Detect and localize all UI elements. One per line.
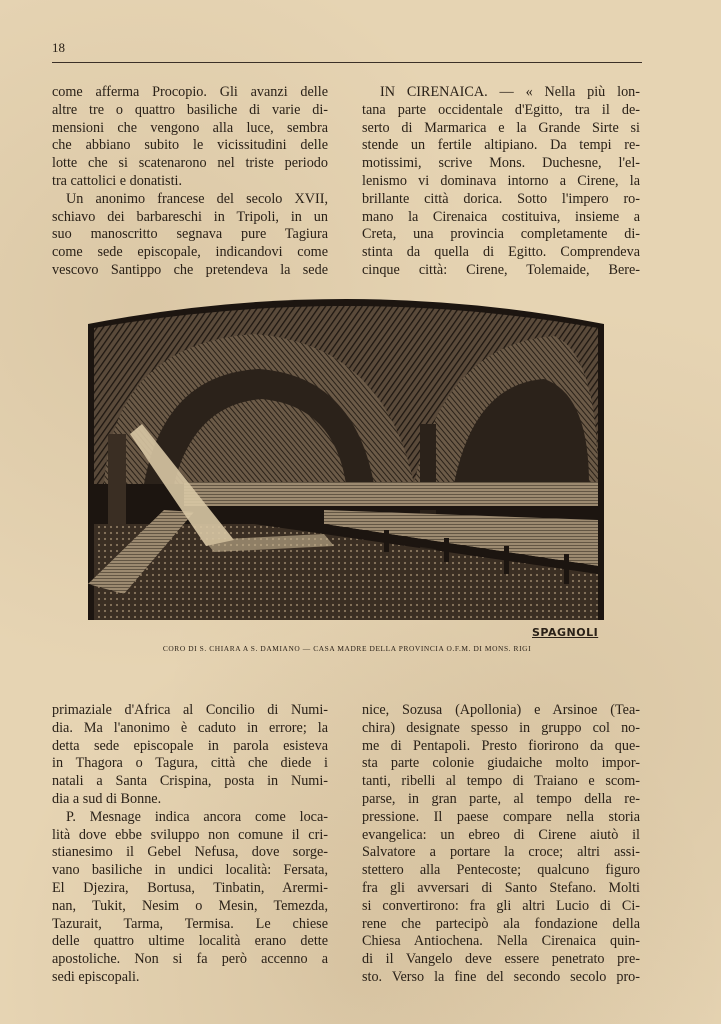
column-top-left [52, 84, 328, 280]
text-line: tra cattolici e donatisti. [52, 172, 183, 189]
text-line: schiavo dei barbareschi in Tripoli, in un [52, 208, 328, 225]
text-line: mensioni che vengono alla luce, sembra [52, 119, 328, 136]
text-line: me di Pentapoli. Presto fiorirono da que- [362, 737, 640, 754]
text-line: serto di Marmarica e la Grande Sirte si [362, 119, 640, 136]
text-line: pressione. Il paese compare nella storia [362, 808, 640, 825]
page-number: 18 [52, 40, 65, 55]
text-line: Un anonimo francese del secolo XVII, [66, 190, 328, 207]
text-line: P. Mesnage indica ancora come loca- [66, 808, 328, 825]
text-line: dia a sud di Bonne. [52, 790, 162, 807]
text-line: stinta da quella di Egitto. Comprendeva [362, 244, 640, 261]
text-line: apostoliche. Non si fa però accenno a [52, 951, 328, 968]
text-line: altre tre o quattro basiliche di varie di- [52, 101, 328, 118]
text-line: stende un fertile altipiano. Da tempi re- [362, 137, 640, 154]
column-bottom-left [52, 702, 328, 987]
text-line: sta parte colonie giudaiche molto impor- [362, 755, 640, 772]
text-line: fra gli avversari di Santo Stefano. Molti [362, 879, 640, 896]
text-line: sto. Verso la fine del secondo secolo pro- [362, 968, 640, 985]
text-line: motissimi, scrive Mons. Duchesne, l'el- [362, 155, 640, 172]
text-line: chira) designate spesso in gruppo col no- [362, 719, 640, 736]
text-line: vano basiliche in undici località: Fersata, [52, 862, 328, 879]
text-line: si convertirono: fra gli altri Lucio di Ci- [362, 897, 640, 914]
text-line: come afferma Procopio. Gli avanzi delle [52, 84, 328, 100]
text-line: Salvatore a portare la croce; altri assi- [362, 844, 640, 861]
woodcut-illustration [84, 284, 608, 624]
figure-caption: CORO DI S. CHIARA A S. DAMIANO — CASA MADRE DELLA PROVINCIA O.F.M. DI MONS. RIGI [162, 644, 532, 653]
text-line: Tazurait, Tarma, Termisa. Le chiese [52, 915, 328, 932]
text-line: cinque città: Cirene, Tolemaide, Bere- [362, 261, 640, 278]
text-line: come sede episcopale, indicandovi come [52, 244, 328, 261]
text-line: sedi episcopali. [52, 968, 140, 985]
text-line: El Djezira, Bortusa, Tinbatin, Arermi- [52, 879, 328, 896]
text-line: che abbiano subito le vicissitudini delle [52, 137, 328, 154]
column-top-right [362, 84, 640, 280]
text-line: di il Vangelo deve essere penetrato pre- [362, 951, 640, 968]
section-heading-line: IN CIRENAICA. — « Nella più lon- [380, 84, 640, 100]
text-line: lità dove ebbe sviluppo non comune il cri- [52, 826, 328, 843]
text-line: delle quattro ultime località erano dette [52, 933, 328, 950]
text-line: Chiesa Antiochena. Nella Cirenaica quin- [362, 933, 640, 950]
text-line: detta sede episcopale in parola esisteva [52, 737, 328, 754]
text-line: parse, in gran parte, al tempo della re- [362, 790, 640, 807]
text-line: brillante città dorica. Sotto l'impero ro- [362, 190, 640, 207]
text-line: natali a Santa Crispina, posta in Numi- [52, 773, 328, 790]
text-line: rene che partecipò ala fondazione della [362, 915, 640, 932]
text-line: lotte che si scatenarono nel triste periodo [52, 155, 328, 172]
text-line: suo manoscritto segnava pure Tagiura [52, 226, 328, 243]
text-line: vescovo Santippo che pretendeva la sede [52, 261, 328, 278]
header-rule [52, 62, 642, 63]
text-line: tana parte occidentale d'Egitto, tra il de- [362, 101, 640, 118]
text-line: in Thagora o Tagura, città che diede i [52, 755, 328, 772]
text-line: dia. Ma l'anonimo è caduto in errore; la [52, 719, 328, 736]
text-line: Creta, una provincia completamente di- [362, 226, 640, 243]
text-line: nice, Sozusa (Apollonia) e Arsinoe (Tea- [362, 702, 640, 718]
text-line: mano la Cirenaica costituiva, insieme a [362, 208, 640, 225]
text-line: lenismo vi dominava intorno a Cirene, la [362, 172, 640, 189]
text-line: primaziale d'Africa al Concilio di Numi- [52, 702, 328, 718]
text-line: evangelica: un ebreo di Cirene aiutò il [362, 826, 640, 843]
text-line: tanti, ribelli al tempo di Traiano e scom- [362, 773, 640, 790]
column-bottom-right [362, 702, 640, 987]
artist-signature: SPAGNOLI [532, 626, 599, 639]
text-line: stianesimo il Gebel Nefusa, dove sorge- [52, 844, 328, 861]
text-line: nan, Tukit, Nesim o Mesin, Temezda, [52, 897, 328, 914]
text-line: stettero alla Pentecoste; qualcuno figuro [362, 862, 640, 879]
